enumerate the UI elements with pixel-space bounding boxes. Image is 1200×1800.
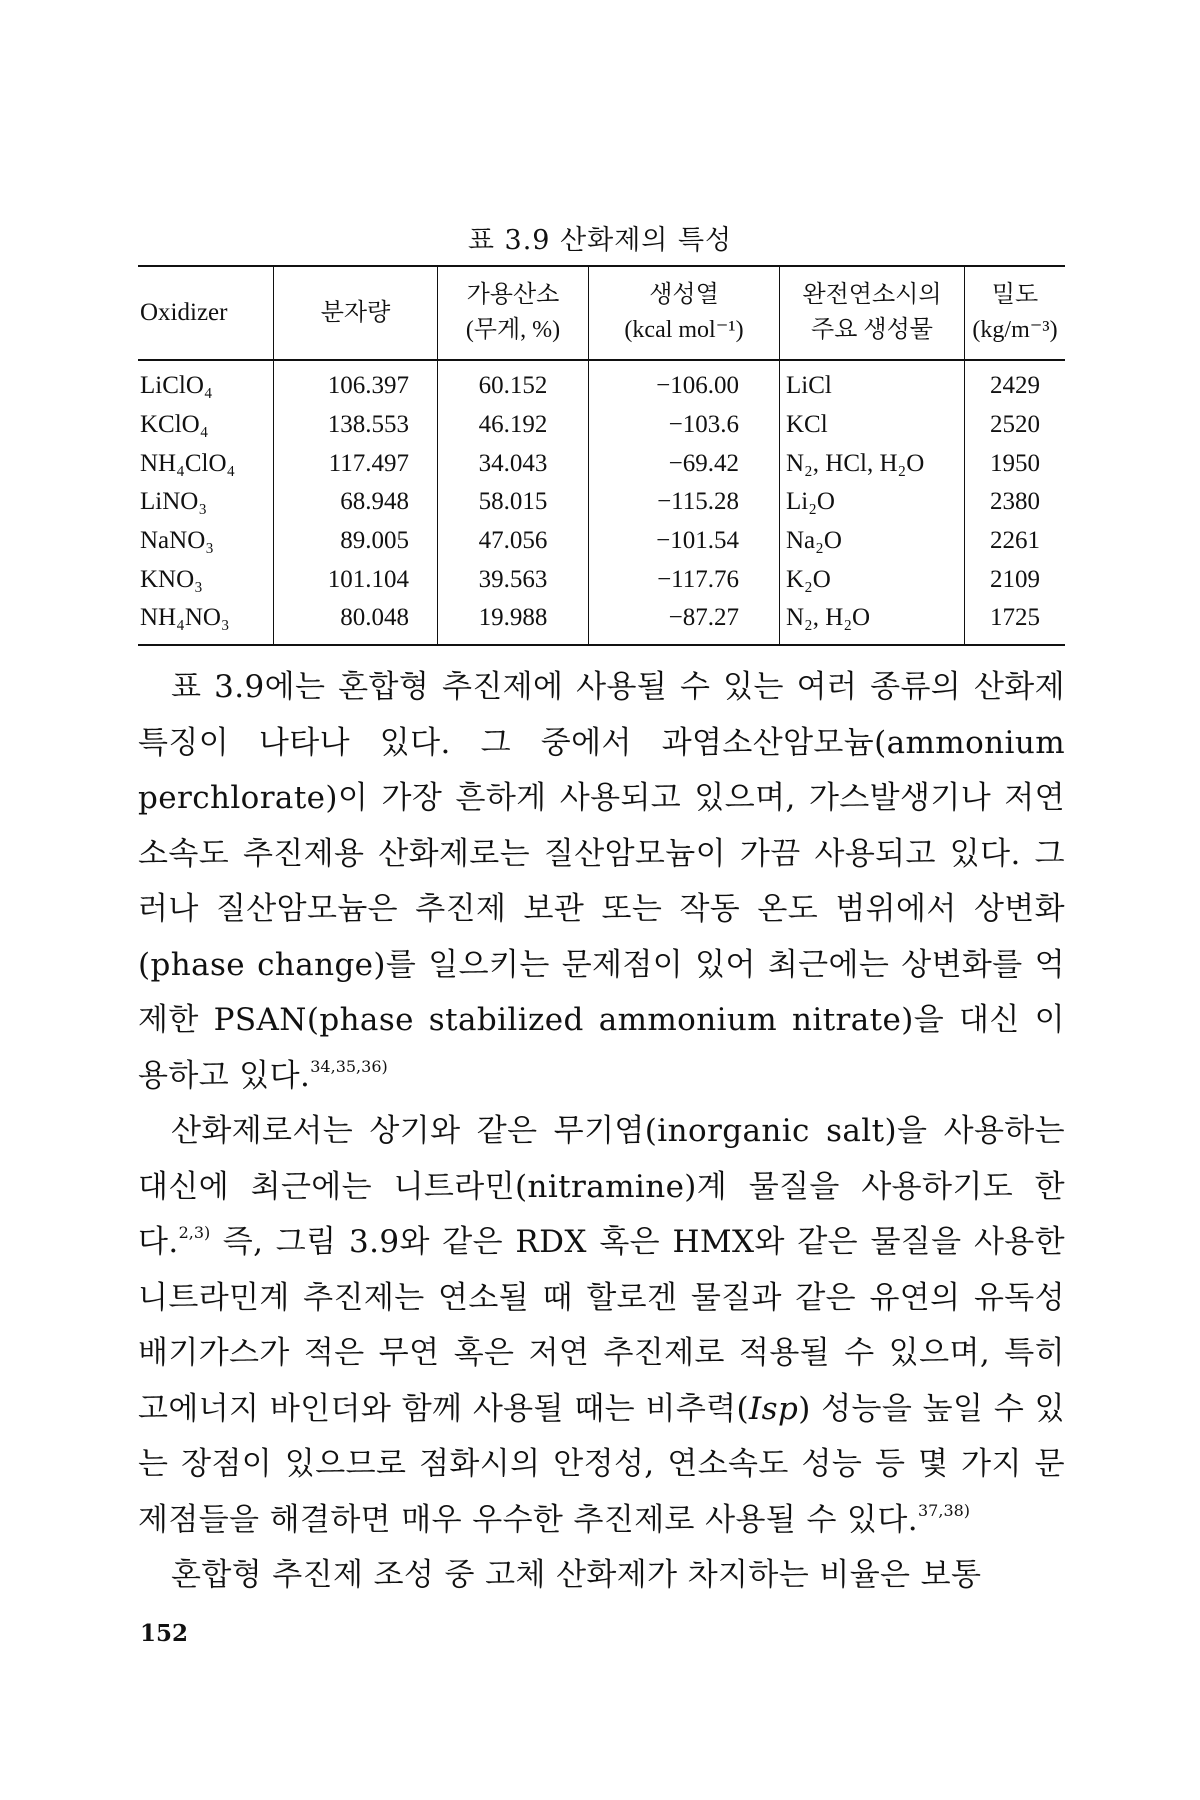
table-row <box>138 483 1065 522</box>
cell-density: 1725 <box>965 599 1066 645</box>
cell-oxidizer: NaNO₃ <box>140 527 214 555</box>
cell-heat-of-formation: −87.27 <box>589 599 780 645</box>
cell-combustion-products: Na₂O <box>780 522 965 561</box>
table-caption: 표 3.9 산화제의 특성 <box>467 225 733 256</box>
cell-oxidizer: LiClO₄ <box>140 372 213 400</box>
cell-molecular-weight: 89.005 <box>274 522 438 561</box>
cell-combustion-products: K₂O <box>780 560 965 599</box>
cell-molecular-weight: 138.553 <box>274 406 438 445</box>
paragraph-1: 표 3.9에는 혼합형 추진제에 사용될 수 있는 여러 종류의 산화제 특징이 나타나 있다. 그 중에서 과염소산암모늄(ammonium perchlorate)이 가장 흔하게 사용되고 있으며, 가스발생기나 저연소속도 추진제용 산화제로는 질산암모늄이 가끔 사용되고 있다. 그러나 질산암모늄은 추진제 보관 또는 작동 온도 범위에서 상변화(phase change)를 일으키는 문제점이 있어 최근에는 상변화를 억제한 PSAN(phase stabilized ammonium nitrate)을 대신 이용하고 있다.$^{34,35,36)}$ <box>138 669 1065 1094</box>
header-available-oxygen: 가용산소 (무게, %) <box>438 266 589 360</box>
table-row <box>138 560 1065 599</box>
cell-heat-of-formation: −69.42 <box>589 444 780 483</box>
cell-oxidizer: NH₄NO₃ <box>138 599 274 645</box>
cell-molecular-weight: 80.048 <box>274 599 438 645</box>
cell-available-oxygen: 46.192 <box>438 406 589 445</box>
cell-available-oxygen: 34.043 <box>438 444 589 483</box>
cell-available-oxygen: 47.056 <box>438 522 589 561</box>
cell-molecular-weight: 68.948 <box>274 483 438 522</box>
table-row <box>138 360 1065 406</box>
cell-available-oxygen: 19.988 <box>438 599 589 645</box>
cell-density: 2109 <box>965 560 1066 599</box>
table-header-row <box>138 266 1065 360</box>
header-oxidizer: Oxidizer <box>138 266 274 360</box>
cell-oxidizer: NH₄ClO₄ <box>140 449 236 477</box>
cell-available-oxygen: 58.015 <box>438 483 589 522</box>
cell-combustion-products: N₂, H₂O <box>780 599 965 645</box>
paragraph-2: 산화제로서는 상기와 같은 무기염(inorganic salt)을 사용하는 대신에 최근에는 니트라민(nitramine)계 물질을 사용하기도 한다.$^{2,3)}$ 즉, 그림 3.9와 같은 RDX 혹은 HMX와 같은 물질을 사용한 니트라민계 추진제는 연소될 때 할로겐 물질과 같은 유연의 유독성 배기가스가 적은 무연 혹은 저연 추진제로 적용될 수 있으며, 특히 고에너지 바인더와 함께 사용될 때는 비추력(Isp) 성능을 높일 수 있는 장점이 있으므로 점화시의 안정성, 연소속도 성능 등 몇 가지 문제점들을 해결하면 매우 우수한 추진제로 사용될 수 있다.$^{37,38)}$ <box>138 1113 1065 1538</box>
cell-heat-of-formation: −106.00 <box>589 360 780 406</box>
header-heat-of-formation: 생성열 (kcal mol⁻¹) <box>589 266 780 360</box>
table-row <box>138 444 1065 483</box>
table-row <box>138 599 1065 645</box>
cell-density: 2380 <box>965 483 1066 522</box>
cell-heat-of-formation: −103.6 <box>589 406 780 445</box>
citation-ref: 37,38) <box>918 1500 971 1520</box>
cell-oxidizer: LiNO₃ <box>140 488 208 516</box>
isp-symbol: Isp <box>749 1390 799 1427</box>
cell-molecular-weight: 101.104 <box>274 560 438 599</box>
cell-molecular-weight: 106.397 <box>274 360 438 406</box>
table-row <box>138 522 1065 561</box>
cell-heat-of-formation: −101.54 <box>589 522 780 561</box>
header-density: 밀도 (kg/m⁻³) <box>965 266 1066 360</box>
cell-combustion-products: KCl <box>780 406 965 445</box>
cell-combustion-products: Li₂O <box>780 483 965 522</box>
cell-oxidizer: KClO₄ <box>140 411 209 439</box>
cell-available-oxygen: 60.152 <box>438 360 589 406</box>
cell-molecular-weight: 117.497 <box>274 444 438 483</box>
header-combustion-products: 완전연소시의 주요 생성물 <box>780 266 965 360</box>
cell-combustion-products: LiCl <box>780 360 965 406</box>
cell-density: 2429 <box>965 360 1066 406</box>
oxidizer-table <box>138 265 1065 646</box>
cell-density: 2261 <box>965 522 1066 561</box>
table-row <box>138 406 1065 445</box>
paragraph-3: 혼합형 추진제 조성 중 고체 산화제가 차지하는 비율은 보통 <box>171 1557 982 1593</box>
cell-density: 1950 <box>965 444 1066 483</box>
cell-available-oxygen: 39.563 <box>438 560 589 599</box>
header-molecular-weight: 분자량 <box>274 266 438 360</box>
cell-density: 2520 <box>965 406 1066 445</box>
cell-oxidizer: KNO₃ <box>140 565 203 593</box>
body-text <box>138 660 1065 1604</box>
citation-ref: 2,3) <box>178 1223 211 1242</box>
citation-ref: 34,35,36) <box>310 1056 388 1076</box>
cell-heat-of-formation: −117.76 <box>589 560 780 599</box>
cell-heat-of-formation: −115.28 <box>589 483 780 522</box>
page-number: 152 <box>140 1620 189 1647</box>
cell-combustion-products: N₂, HCl, H₂O <box>780 444 965 483</box>
